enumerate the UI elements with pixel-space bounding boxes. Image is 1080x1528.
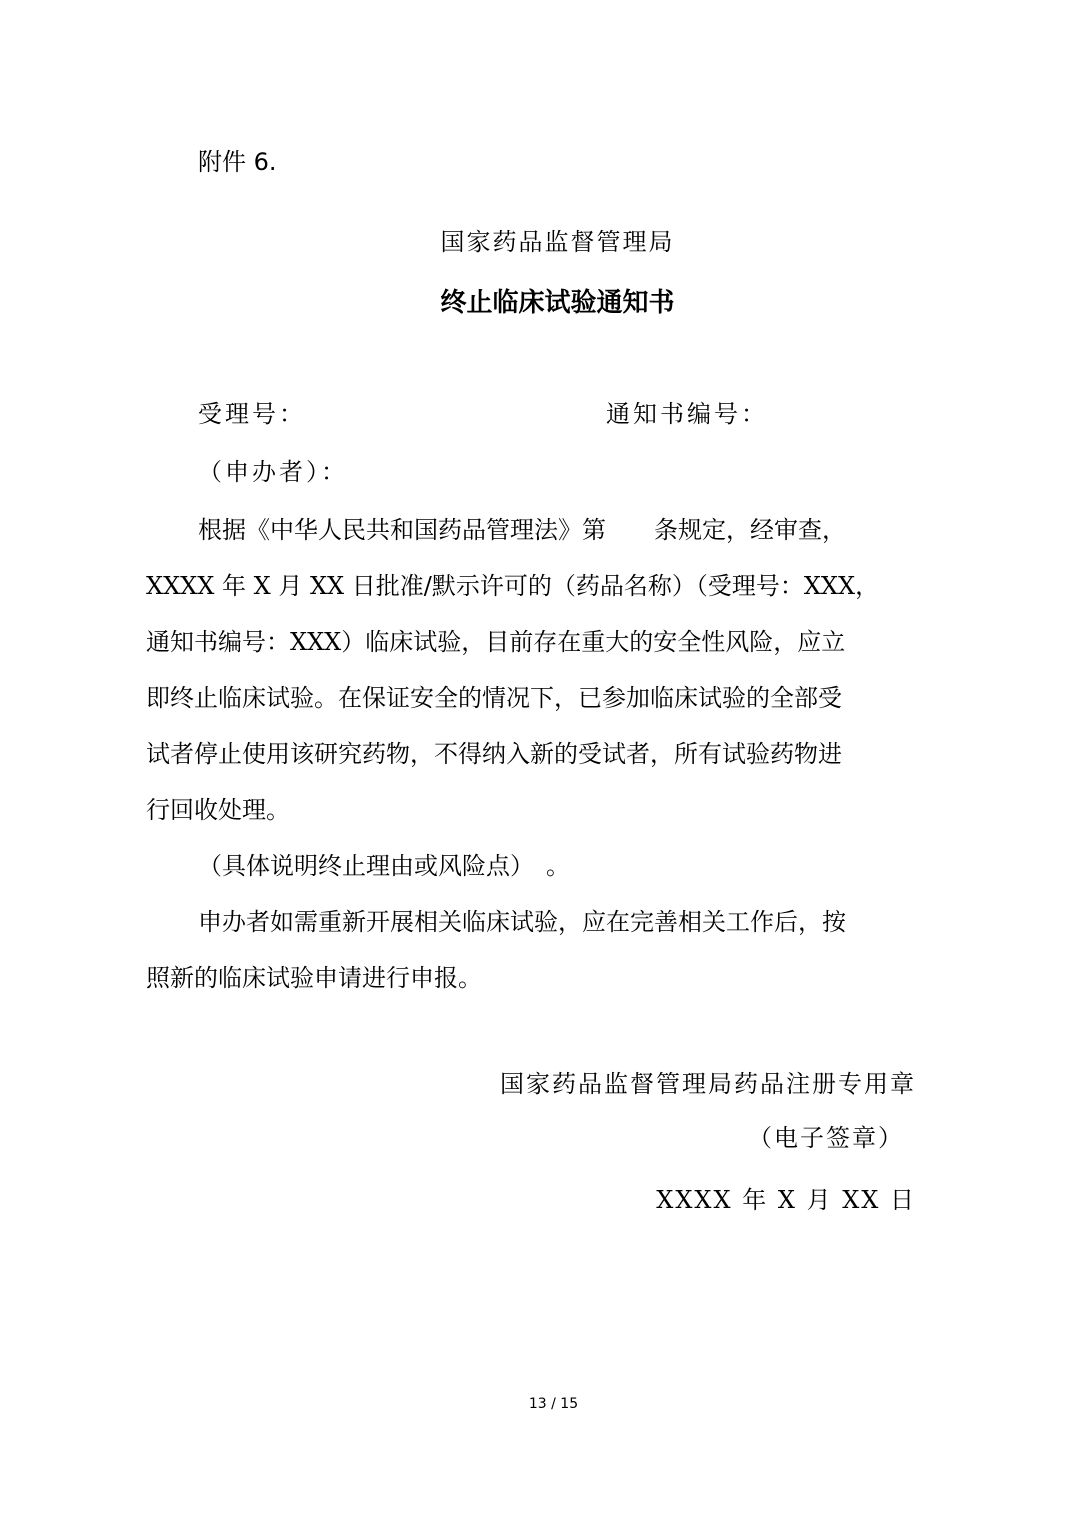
- reapply-paragraph: [146, 894, 918, 1006]
- electronic-signature-text: （电子签章）: [748, 1124, 904, 1152]
- attachment-label: 附件 6.: [198, 148, 277, 176]
- document-title: 终止临床试验通知书: [440, 288, 675, 318]
- notice-number-label: 通知书编号：: [606, 400, 768, 428]
- reason-paragraph: [146, 838, 918, 894]
- paragraph-line: （具体说明终止理由或风险点） 。: [198, 852, 570, 880]
- acceptance-number-label: 受理号：: [198, 400, 306, 428]
- paragraph-line: 通知书编号：XXX）临床试验，目前存在重大的安全性风险，应立: [146, 628, 846, 656]
- page-number: 13 / 15: [528, 1396, 579, 1412]
- signature-date: XXXX 年 X 月 XX 日: [656, 1186, 916, 1214]
- paragraph-line: 行回收处理。: [146, 796, 290, 824]
- paragraph-line: 申办者如需重新开展相关临床试验，应在完善相关工作后，按: [198, 908, 846, 936]
- paragraph-line: 根据《中华人民共和国药品管理法》第 条规定，经审查，: [198, 516, 846, 544]
- paragraph-line: 照新的临床试验申请进行申报。: [146, 964, 482, 992]
- paragraph-line: 即终止临床试验。在保证安全的情况下，已参加临床试验的全部受: [146, 684, 842, 712]
- applicant-label: （申办者）：: [198, 458, 348, 486]
- paragraph-line: XXXX 年 X 月 XX 日批准/默示许可的（药品名称）（受理号：XXX，: [146, 572, 880, 600]
- main-paragraph: [146, 502, 918, 838]
- seal-text: 国家药品监督管理局药品注册专用章: [500, 1070, 916, 1098]
- issuing-agency: 国家药品监督管理局: [440, 228, 675, 256]
- paragraph-line: 试者停止使用该研究药物，不得纳入新的受试者，所有试验药物进: [146, 740, 842, 768]
